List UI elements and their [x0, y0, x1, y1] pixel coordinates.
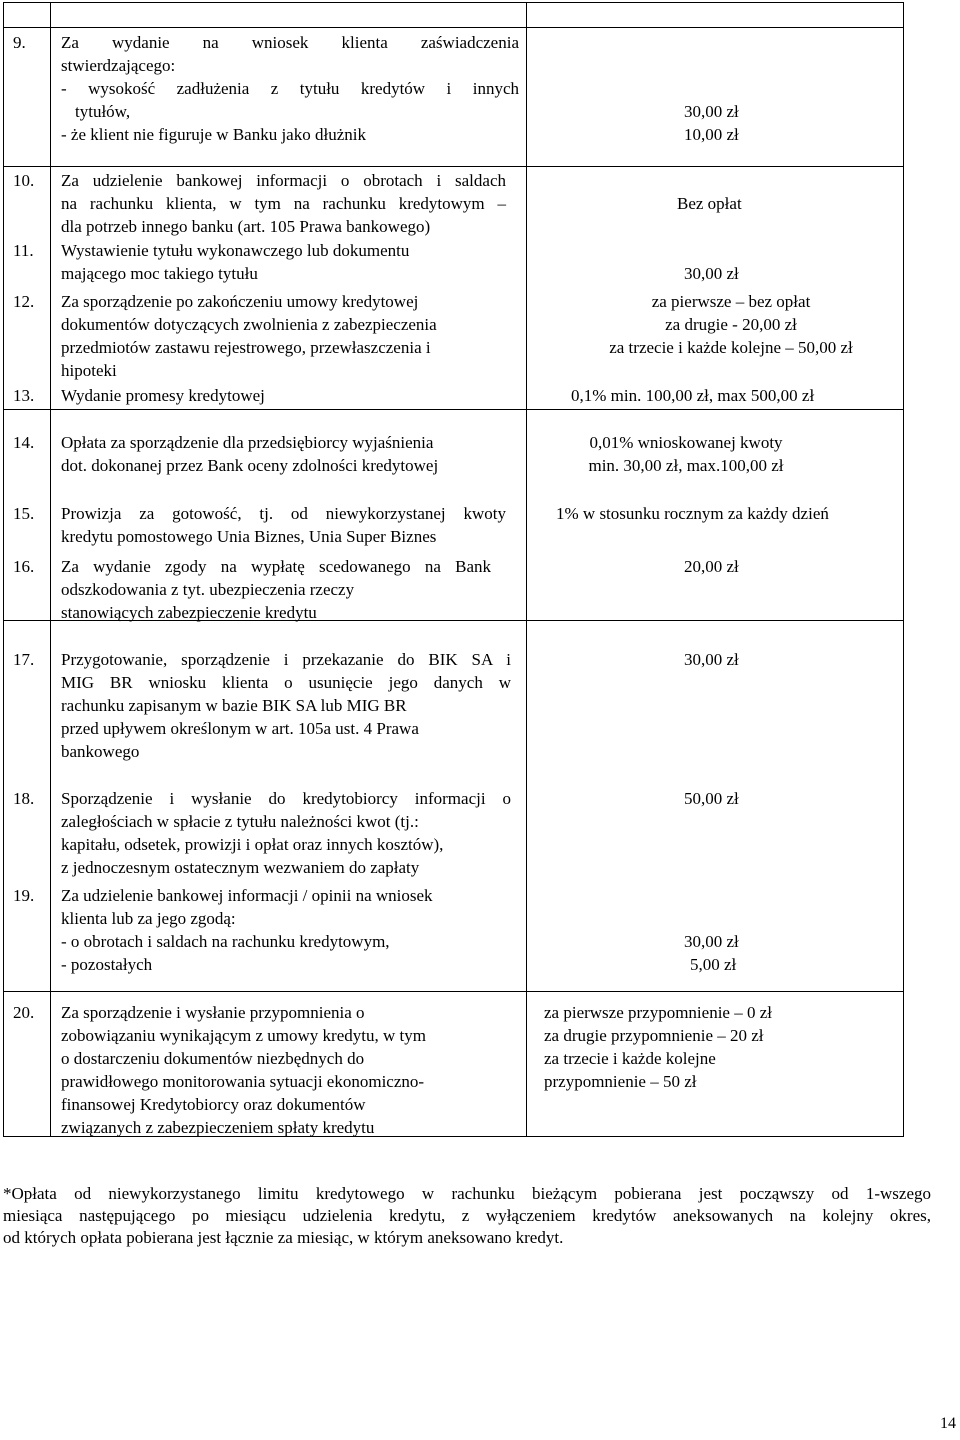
row-number: 20.: [13, 1003, 35, 1022]
fee-line: 50,00 zł: [684, 789, 739, 808]
fee-line: 30,00 zł: [684, 102, 739, 121]
row-fee: [677, 192, 742, 215]
fee-line: 1% w stosunku rocznym za każdy dzień: [556, 504, 829, 523]
description-line: MIG BR wniosku klienta o usunięcie jego danych w: [61, 673, 511, 692]
row-number: 19.: [13, 886, 35, 905]
description-line: Przygotowanie, sporządzenie i przekazanie do BIK SA i: [61, 650, 511, 669]
row-fee: [684, 648, 739, 671]
description-line: przed upływem określonym w art. 105a ust. 4 Prawa: [61, 719, 419, 738]
row-number: 13.: [13, 386, 35, 405]
fee-line: za drugie przypomnienie – 20 zł: [544, 1026, 764, 1045]
row-fee: [544, 1001, 772, 1093]
description-line: Sporządzenie i wysłanie do kredytobiorcy informacji o: [61, 789, 511, 808]
description-line: związanych z zabezpieczeniem spłaty kredytu: [61, 1118, 375, 1137]
row-fee: [571, 384, 814, 407]
row-description: [61, 239, 506, 285]
description-line: kredytu pomostowego Unia Biznes, Unia Super Biznes: [61, 527, 437, 546]
row-number: 10.: [13, 171, 35, 190]
fee-line: min. 30,00 zł, max.100,00 zł: [588, 456, 784, 475]
column-divider-fee: [526, 3, 527, 1136]
row-description: [61, 1001, 506, 1139]
row-number: 17.: [13, 650, 35, 669]
footnote-line: od których opłata pobierana jest łącznie za miesiąc, w którym aneksowano kredyt.: [3, 1228, 564, 1247]
row-number: 15.: [13, 504, 35, 523]
description-line: tytułów,: [75, 102, 131, 121]
row-description: [61, 31, 519, 146]
fee-line: 30,00 zł: [684, 264, 739, 283]
row-number: 9.: [13, 33, 26, 52]
fee-line: 20,00 zł: [684, 557, 739, 576]
row-fee: [684, 930, 739, 976]
description-line: - o obrotach i saldach na rachunku kredytowym,: [61, 932, 390, 951]
description-line: rachunku zapisanym w bazie BIK SA lub MIG BR: [61, 696, 407, 715]
row-number: 14.: [13, 433, 35, 452]
fee-line: za trzecie i każde kolejne: [544, 1049, 716, 1068]
row-fee: [556, 431, 816, 477]
fee-line: przypomnienie – 50 zł: [544, 1072, 697, 1091]
description-line: finansowej Kredytobiorcy oraz dokumentów: [61, 1095, 366, 1114]
row-description: [61, 431, 511, 477]
row-number: 18.: [13, 789, 35, 808]
description-line: z jednoczesnym ostatecznym wezwaniem do zapłaty: [61, 858, 420, 877]
row-fee: [556, 502, 829, 525]
description-line: zaległościach w spłacie z tytułu należności kwot (tj.:: [61, 812, 419, 831]
fee-line: 30,00 zł: [684, 932, 739, 951]
fee-table: [3, 2, 904, 1137]
row-description: [61, 290, 506, 382]
fee-line: 0,01% wnioskowanej kwoty: [589, 433, 783, 452]
description-line: Opłata za sporządzenie dla przedsiębiorcy wyjaśnienia: [61, 433, 434, 452]
description-line: Wydanie promesy kredytowej: [61, 386, 265, 405]
description-line: przedmiotów zastawu rejestrowego, przewłaszczenia i: [61, 338, 431, 357]
description-line: Za wydanie zgody na wypłatę scedowanego na Bank: [61, 557, 491, 576]
row-divider: [4, 166, 903, 167]
row-fee: [684, 787, 739, 810]
row-description: [61, 787, 511, 879]
footnote-line: miesiąca następującego po miesiącu udzielenia kredytu, z wyłączeniem kredytów aneksowanych na kolejny okres,: [3, 1206, 931, 1225]
row-divider: [4, 409, 903, 410]
row-number: 11.: [13, 241, 34, 260]
row-description: [61, 384, 506, 407]
column-divider-number: [50, 3, 51, 1136]
row-description: [61, 169, 506, 238]
description-line: hipoteki: [61, 361, 117, 380]
description-line: zobowiązaniu wynikającym z umowy kredytu, w tym: [61, 1026, 426, 1045]
fee-line: 5,00 zł: [690, 955, 737, 974]
description-line: dot. dokonanej przez Bank oceny zdolności kredytowej: [61, 456, 439, 475]
description-line: - wysokość zadłużenia z tytułu kredytów i innych: [61, 79, 519, 98]
row-description: [61, 884, 506, 976]
fee-line: 30,00 zł: [684, 650, 739, 669]
row-number: 16.: [13, 557, 35, 576]
description-line: Prowizja za gotowość, tj. od niewykorzystanej kwoty: [61, 504, 506, 523]
description-line: mającego moc takiego tytułu: [61, 264, 258, 283]
fee-line: za pierwsze – bez opłat: [651, 292, 811, 311]
description-line: Za udzielenie bankowej informacji / opinii na wniosek: [61, 886, 433, 905]
fee-line: 10,00 zł: [684, 125, 739, 144]
fee-line: Bez opłat: [677, 194, 742, 213]
fee-line: za drugie - 20,00 zł: [665, 315, 797, 334]
row-description: [61, 648, 511, 763]
description-line: o dostarczeniu dokumentów niezbędnych do: [61, 1049, 365, 1068]
row-divider: [4, 27, 903, 28]
description-line: bankowego: [61, 742, 140, 761]
row-number: 12.: [13, 292, 35, 311]
description-line: Za wydanie na wniosek klienta zaświadczenia: [61, 33, 519, 52]
description-line: - pozostałych: [61, 955, 153, 974]
description-line: - że klient nie figuruje w Banku jako dłużnik: [61, 125, 366, 144]
row-fee: [684, 262, 739, 285]
description-line: klienta lub za jego zgodą:: [61, 909, 236, 928]
row-fee: [684, 100, 739, 146]
footnote: [3, 1183, 931, 1249]
description-line: Za sporządzenie i wysłanie przypomnienia o: [61, 1003, 365, 1022]
fee-line: za pierwsze przypomnienie – 0 zł: [544, 1003, 772, 1022]
description-line: stwierdzającego:: [61, 56, 176, 75]
description-line: Wystawienie tytułu wykonawczego lub dokumentu: [61, 241, 410, 260]
footnote-line: *Opłata od niewykorzystanego limitu kredytowego w rachunku bieżącym pobierana jest począwszy od 1-wszego: [3, 1184, 931, 1203]
description-line: Za udzielenie bankowej informacji o obrotach i saldach: [61, 171, 506, 190]
description-line: stanowiących zabezpieczenie kredytu: [61, 603, 317, 622]
description-line: prawidłowego monitorowania sytuacji ekonomiczno-: [61, 1072, 425, 1091]
description-line: na rachunku klienta, w tym na rachunku kredytowym –: [61, 194, 506, 213]
fee-line: 0,1% min. 100,00 zł, max 500,00 zł: [571, 386, 815, 405]
description-line: odszkodowania z tyt. ubezpieczenia rzeczy: [61, 580, 355, 599]
row-description: [61, 555, 491, 624]
description-line: dokumentów dotyczących zwolnienia z zabezpieczenia: [61, 315, 437, 334]
row-fee: [601, 290, 861, 359]
row-description: [61, 502, 506, 548]
row-divider: [4, 991, 903, 992]
description-line: Za sporządzenie po zakończeniu umowy kredytowej: [61, 292, 419, 311]
description-line: dla potrzeb innego banku (art. 105 Prawa bankowego): [61, 217, 431, 236]
fee-line: za trzecie i każde kolejne – 50,00 zł: [609, 338, 853, 357]
description-line: kapitału, odsetek, prowizji i opłat oraz innych kosztów),: [61, 835, 444, 854]
row-fee: [684, 555, 739, 578]
page-number: 14: [940, 1415, 956, 1432]
